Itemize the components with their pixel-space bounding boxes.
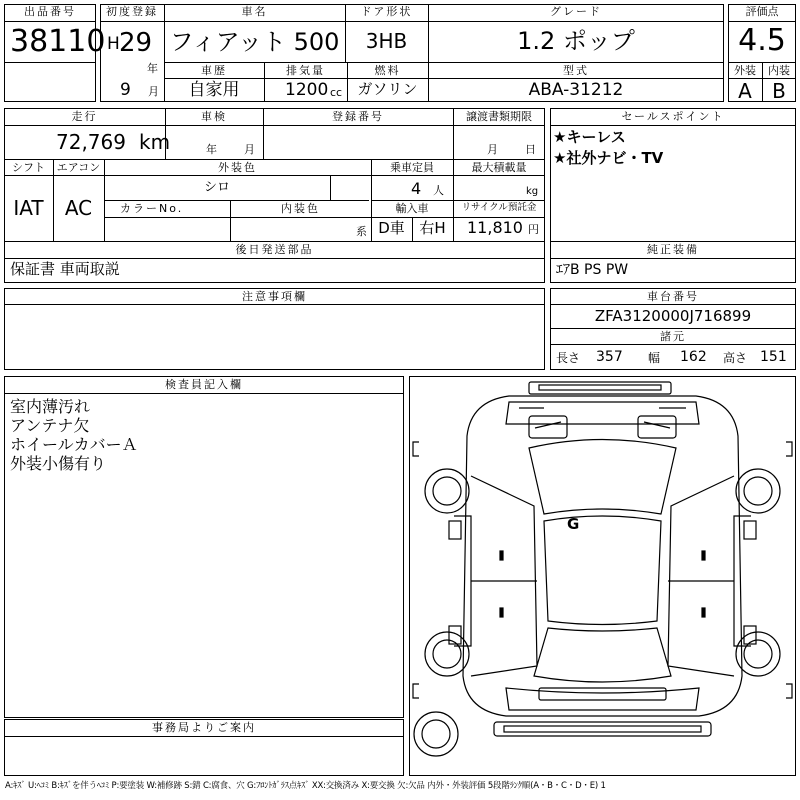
lot-number-label: 出品番号 <box>24 5 76 18</box>
mileage-label: 走行 <box>71 110 98 123</box>
recycle-fee: 11,810 <box>467 218 523 237</box>
capacity: 4 <box>411 179 422 198</box>
vehicle-damage-diagram <box>409 376 796 776</box>
sales-point-item: ★キーレス <box>553 128 626 146</box>
max-load-unit: kg <box>526 186 539 197</box>
office-notice-label: 事務局よりご案内 <box>152 721 256 734</box>
registration-year: 29 <box>119 28 153 58</box>
capacity-label: 乗車定員 <box>390 161 434 174</box>
era-mark: H <box>107 34 120 54</box>
equipment: ｴｱB PS PW <box>556 262 629 278</box>
inspector-notes: 室内薄汚れ アンテナ欠 ホイールカバーＡ 外装小傷有り <box>10 397 138 473</box>
interior-label: 内装 <box>768 64 790 77</box>
car-name-label: 車名 <box>241 5 268 18</box>
height: 151 <box>760 349 787 365</box>
later-parts-label: 後日発送部品 <box>235 243 314 256</box>
door-type-label: ドア形状 <box>360 5 413 18</box>
width-label: 幅 <box>648 351 661 365</box>
registration-number-label: 登録番号 <box>332 110 384 123</box>
inspection-year-unit: 年 <box>206 143 217 156</box>
score: 4.5 <box>738 23 786 58</box>
import-label: 輸入車 <box>395 202 429 215</box>
exterior-color-label: 外装色 <box>218 161 257 174</box>
later-parts: 保証書 車両取説 <box>10 260 120 278</box>
displacement-unit: cc <box>330 86 343 99</box>
max-load-label: 最大積載量 <box>471 161 527 174</box>
inspection-label: 車検 <box>201 110 227 123</box>
history-label: 車歴 <box>201 64 227 77</box>
exterior-grade: A <box>738 79 752 103</box>
width: 162 <box>680 349 707 365</box>
mileage-unit: km <box>139 130 171 154</box>
month-unit: 月 <box>148 85 159 98</box>
windshield-damage-mark: G <box>567 515 580 533</box>
fuel: ガソリン <box>357 80 418 98</box>
year-unit: 年 <box>147 62 158 75</box>
legend: A:ｷｽﾞ U:ﾍｺﾐ B:ｷｽﾞを伴うﾍｺﾐ P:要塗装 W:補修跡 S:錆 C:腐食、穴 G:ﾌﾛﾝﾄｶﾞﾗｽ点ｷｽﾞ XX:交換済み X:要交換 欠:欠品 内外・外装評価 5段階ﾗﾝｸ順(A・B・C・D・E) 1 <box>5 781 606 791</box>
recycle-fee-label: リサイクル預託金 <box>461 202 537 213</box>
import-dealer: D車 <box>378 219 405 237</box>
height-label: 高さ <box>723 351 748 365</box>
ac-label: エアコン <box>56 161 101 174</box>
model-label: 型式 <box>563 64 589 77</box>
displacement: 1200 <box>285 80 329 100</box>
inspector-notes-label: 検査員記入欄 <box>165 378 243 391</box>
ac: AC <box>64 196 93 220</box>
fuel-label: 燃料 <box>374 64 401 77</box>
sales-point-item: ★社外ナビ・TV <box>553 149 664 167</box>
car-name: フィアット 500 <box>169 28 340 56</box>
shift-label: シフト <box>12 161 45 174</box>
specs-label: 諸元 <box>660 330 686 343</box>
first-registration-label: 初度登録 <box>106 5 158 18</box>
transfer-deadline-label: 譲渡書類期限 <box>466 110 532 123</box>
mileage: 72,769 <box>56 130 126 154</box>
chassis-number-label: 車台番号 <box>647 290 699 303</box>
door-type: 3HB <box>365 29 408 53</box>
interior-color-label: 内装色 <box>281 202 320 215</box>
interior-color-suffix: 系 <box>356 225 367 238</box>
recycle-fee-unit: 円 <box>528 223 539 236</box>
color-number-label: カラーNo. <box>120 202 184 215</box>
model: ABA-31212 <box>528 80 624 100</box>
length-label: 長さ <box>556 351 581 365</box>
equipment-label: 純正装備 <box>647 243 699 256</box>
import-handle: 右H <box>419 219 446 237</box>
transfer-day-unit: 日 <box>525 143 536 156</box>
chassis-number: ZFA3120000J716899 <box>594 307 752 325</box>
displacement-label: 排気量 <box>286 64 325 77</box>
history: 自家用 <box>188 80 240 100</box>
inspection-month-unit: 月 <box>244 143 255 156</box>
grade: 1.2 ポップ <box>517 27 635 55</box>
length: 357 <box>596 349 623 365</box>
exterior-color: シロ <box>203 180 230 195</box>
score-label: 評価点 <box>745 5 779 18</box>
registration-month: 9 <box>120 80 131 100</box>
sales-points-label: セールスポイント <box>621 110 725 123</box>
interior-grade: B <box>772 79 786 103</box>
shift: IAT <box>13 196 44 220</box>
capacity-unit: 人 <box>433 184 444 197</box>
grade-label: グレード <box>550 5 602 18</box>
transfer-month-unit: 月 <box>487 143 498 156</box>
caution-notes-label: 注意事項欄 <box>242 290 307 303</box>
lot-number: 38110 <box>10 24 106 59</box>
exterior-label: 外装 <box>734 64 756 77</box>
